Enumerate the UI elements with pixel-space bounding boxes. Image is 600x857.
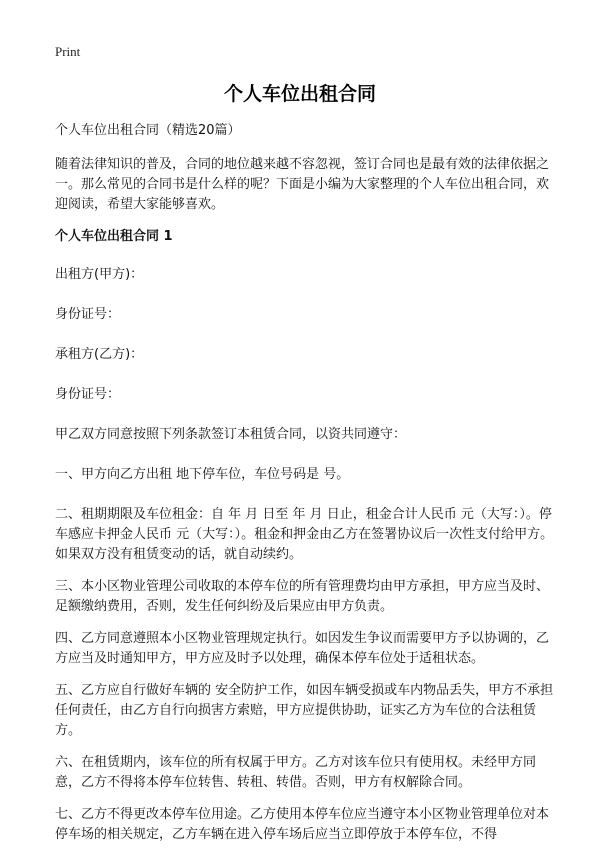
lessee-id-field: 身份证号： bbox=[55, 387, 121, 402]
clause-1: 一、甲方向乙方出租 地下停车位，车位号码是 号。 bbox=[55, 467, 350, 482]
document-body bbox=[55, 121, 555, 857]
clause-6: 六、在租赁期内，该车位的所有权属于甲方。乙方对该车位只有使用权。未经甲方同意，乙方不得将本停车位转售、转租、转借。否则，甲方有权解除合同。 bbox=[55, 755, 537, 790]
intro-paragraph: 随着法律知识的普及，合同的地位越来越不容忽视，签订合同也是最有效的法律依据之一。那么常见的合同书是什么样的呢？下面是小编为大家整理的个人车位出租合同，欢迎阅读，希望大家能够喜欢。 bbox=[55, 157, 550, 212]
clause-5: 五、乙方应自行做好车辆的 安全防护工作，如因车辆受损或车内物品丢失，甲方不承担任何责任，由乙方自行向损害方索赔，甲方应提供协助，证实乙方为车位的合法租赁方。 bbox=[55, 683, 554, 738]
document-subtitle: 个人车位出租合同（精选20篇） bbox=[55, 123, 241, 138]
preamble-paragraph: 甲乙双方同意按照下列条款签订本租赁合同，以资共同遵守： bbox=[55, 427, 407, 442]
section-heading: 个人车位出租合同 1 bbox=[55, 229, 173, 244]
clause-2: 二、租期期限及车位租金：自 年 月 日至 年 月 日止，租金合计人民币 元（大写：）。停车感应卡押金人民币 元（大写：）。租金和押金由乙方在签署协议后一次性支付给甲方。如果双方没有租赁变动的话，就自动续约。 bbox=[55, 507, 554, 562]
clause-3: 三、本小区物业管理公司收取的本停车位的所有管理费均由甲方承担，甲方应当及时、足额缴纳费用，否则，发生任何纠纷及后果应由甲方负责。 bbox=[55, 579, 550, 614]
print-label: Print bbox=[55, 44, 81, 59]
page-title: 个人车位出租合同 bbox=[223, 83, 376, 105]
clause-7: 七、乙方不得更改本停车位用途。乙方使用本停车位应当遵守本小区物业管理单位对本停车场的相关规定，乙方车辆在进入停车场后应当立即停放于本停车位，不得 bbox=[55, 807, 550, 842]
lessor-id-field: 身份证号： bbox=[55, 307, 121, 322]
lessor-field: 出租方(甲方)： bbox=[55, 267, 144, 282]
lessee-field: 承租方(乙方)： bbox=[55, 347, 144, 362]
clause-4: 四、乙方同意遵照本小区物业管理规定执行。如因发生争议而需要甲方予以协调的，乙方应当及时通知甲方，甲方应及时予以处理，确保本停车位处于适租状态。 bbox=[55, 631, 550, 666]
